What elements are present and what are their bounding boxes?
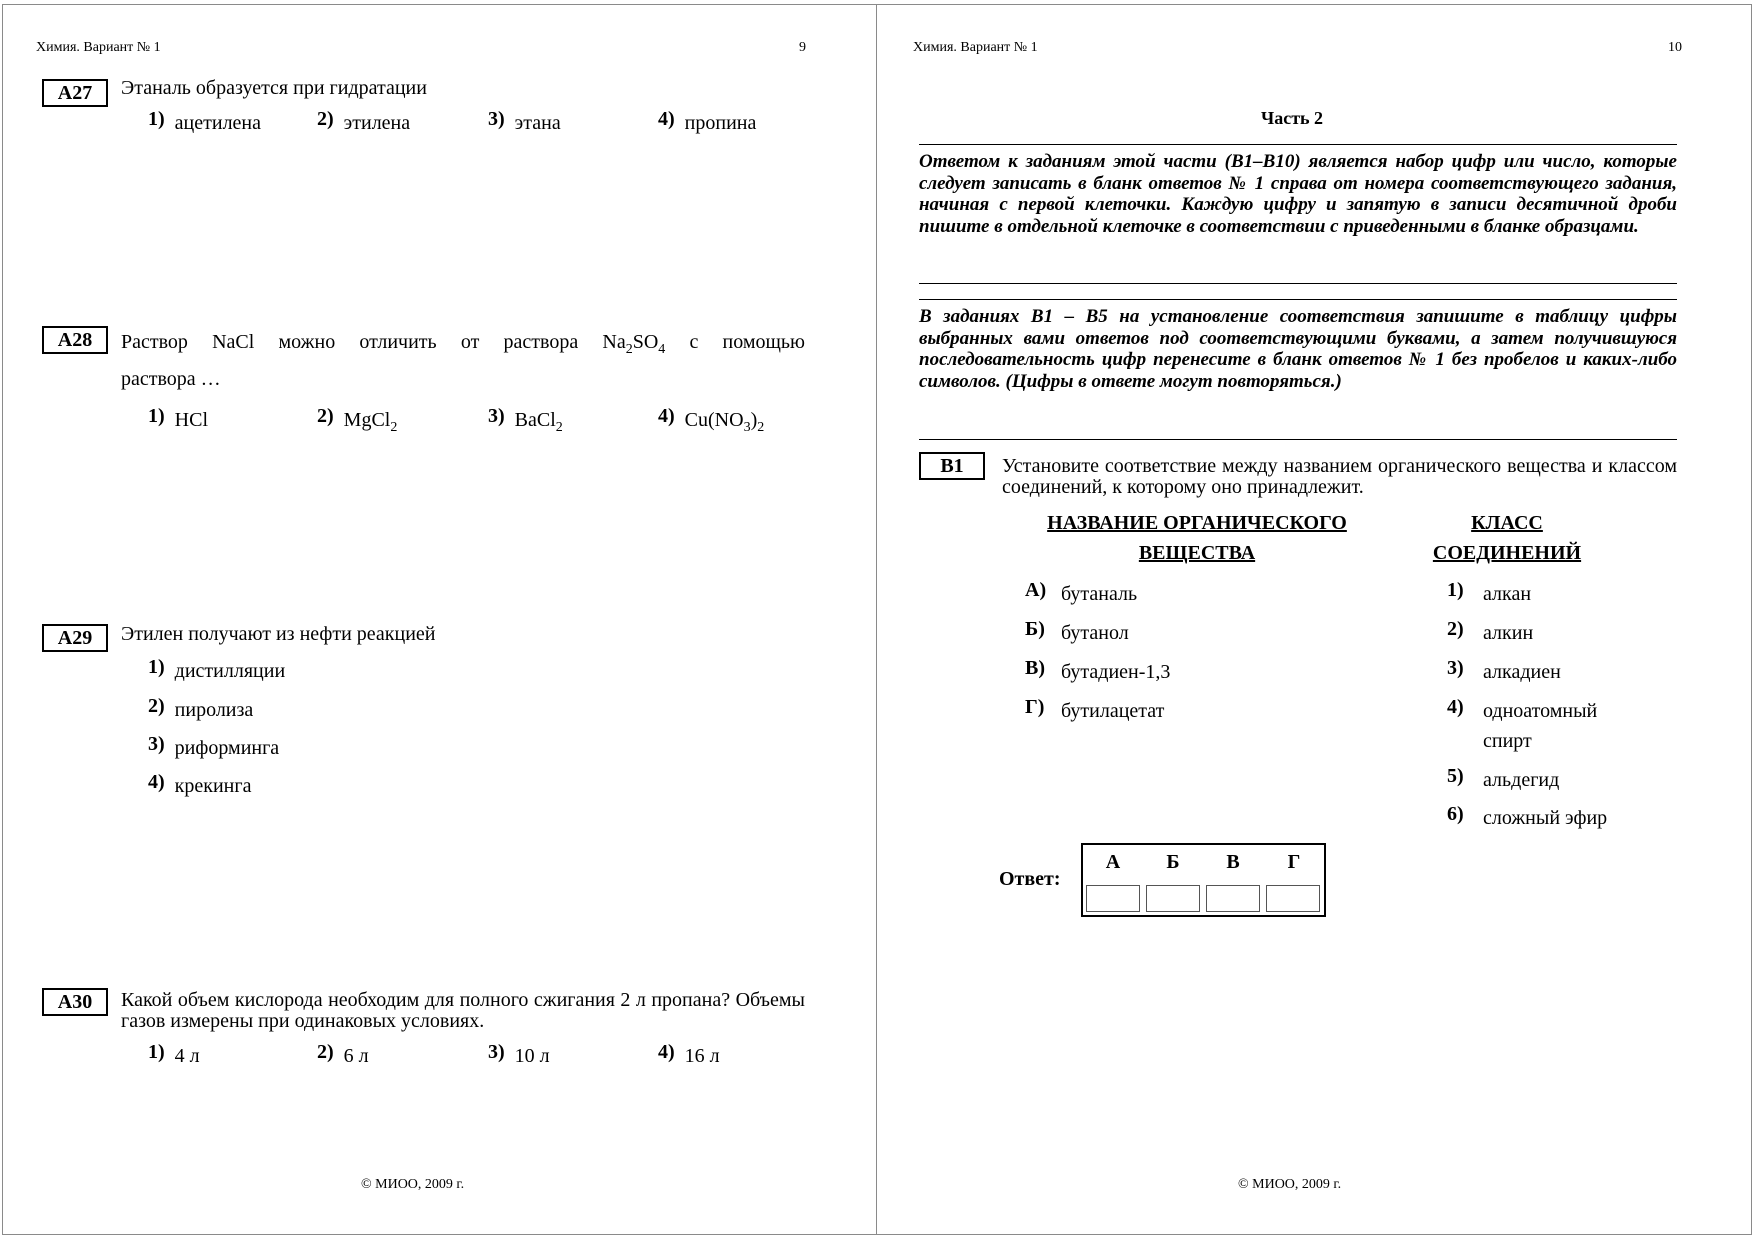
question-label-a27: А27 (42, 79, 108, 107)
answer-column-b: Б (1166, 851, 1180, 873)
instruction-part-2: Ответом к заданиям этой части (В1–В10) является набор цифр или число, которые следует записать в бланк ответов № 1 справа от номера соответствующего задания, начиная с первой клеточки. Каждую цифру и запятую в записи десятичной дроби пишите в отдельной клеточке в соответствии с приведенными в бланке образцами. (919, 151, 1677, 237)
question-text-a27: Этаналь образуется при гидратации (121, 77, 427, 99)
match-left-item: Г) бутилацетат (1025, 696, 1165, 722)
question-label-b1: В1 (919, 452, 985, 480)
option-a27-2: 2) этилена (317, 108, 411, 134)
match-right-item: 3) алкадиен (1447, 657, 1561, 683)
divider-line (919, 144, 1677, 145)
question-text-a29: Этилен получают из нефти реакцией (121, 623, 436, 645)
match-right-item: 6) сложный эфир (1447, 803, 1608, 829)
question-text-a30: Какой объем кислорода необходим для полного сжигания 2 л пропана? Объемы газов измерены при одинаковых условиях. (121, 989, 805, 1032)
question-label-a28: А28 (42, 326, 108, 354)
option-a30-4: 4) 16 л (658, 1041, 720, 1067)
match-right-item: 4) одноатомный (1447, 696, 1598, 722)
match-right-item: 2) алкин (1447, 618, 1534, 644)
option-a30-1: 1) 4 л (148, 1041, 200, 1067)
option-a27-1: 1) ацетилена (148, 108, 262, 134)
part-title: Часть 2 (1261, 108, 1324, 128)
page-number: 10 (1668, 40, 1682, 55)
option-a29-3: 3) риформинга (148, 733, 280, 759)
question-text-a28-line2: раствора … (121, 368, 221, 390)
divider-line (919, 299, 1677, 300)
column-header-class: КЛАСС СОЕДИНЕНИЙ (1432, 512, 1582, 564)
option-a28-3: 3) BaCl$_2$ (488, 405, 563, 435)
question-text-b1: Установите соответствие между названием органического вещества и классом соединений, к которому оно принадлежит. (1002, 455, 1677, 498)
answer-cell-g[interactable] (1266, 885, 1320, 912)
answer-table (1081, 843, 1326, 917)
instruction-matching: В заданиях В1 – В5 на установление соответствия запишите в таблицу цифры выбранных вами ответов под соответствующими буквами, а затем получившуюся последовательность цифр перенесите в бланк ответов № 1 без пробелов и каких-либо символов. (Цифры в ответе могут повторяться.) (919, 306, 1677, 392)
divider-line (919, 439, 1677, 440)
running-header: Химия. Вариант № 1 (913, 40, 1038, 55)
answer-cell-v[interactable] (1206, 885, 1260, 912)
option-a28-1: 1) HCl (148, 405, 209, 431)
option-a29-1: 1) дистилляции (148, 656, 286, 682)
option-a28-2: 2) MgCl$_2$ (317, 405, 398, 435)
divider-line (919, 283, 1677, 284)
match-left-item: В) бутадиен-1,3 (1025, 657, 1171, 683)
answer-cell-b[interactable] (1146, 885, 1200, 912)
question-label-a29: А29 (42, 624, 108, 652)
page-number: 9 (799, 40, 806, 55)
question-label-a30: А30 (42, 988, 108, 1016)
option-a27-4: 4) пропина (658, 108, 757, 134)
match-right-item-continued: спирт (1483, 730, 1532, 752)
match-right-item: 5) альдегид (1447, 765, 1560, 791)
answer-column-a: А (1105, 851, 1121, 873)
option-a30-3: 3) 10 л (488, 1041, 550, 1067)
option-a29-4: 4) крекинга (148, 771, 252, 797)
right-page (877, 0, 1754, 1239)
running-header: Химия. Вариант № 1 (36, 40, 161, 55)
answer-column-v: В (1226, 851, 1240, 873)
answer-cell-a[interactable] (1086, 885, 1140, 912)
option-a27-3: 3) этана (488, 108, 561, 134)
match-left-item: Б) бутанол (1025, 618, 1129, 644)
answer-label: Ответ: (999, 868, 1061, 890)
option-a30-2: 2) 6 л (317, 1041, 369, 1067)
question-text-a28: Раствор NaCl можно отличить от раствора $Na_2SO_4$ с помощью (121, 331, 805, 357)
option-a29-2: 2) пиролиза (148, 695, 254, 721)
option-a28-4: 4) $Cu(NO_3)_2$ (658, 405, 765, 435)
page-footer: © МИОО, 2009 г. (1238, 1177, 1342, 1192)
match-right-item: 1) алкан (1447, 579, 1532, 605)
column-header-substance: НАЗВАНИЕ ОРГАНИЧЕСКОГО ВЕЩЕСТВА (1047, 512, 1347, 564)
answer-column-g: Г (1287, 851, 1301, 873)
match-left-item: А) бутаналь (1025, 579, 1138, 605)
page-footer: © МИОО, 2009 г. (361, 1177, 465, 1192)
